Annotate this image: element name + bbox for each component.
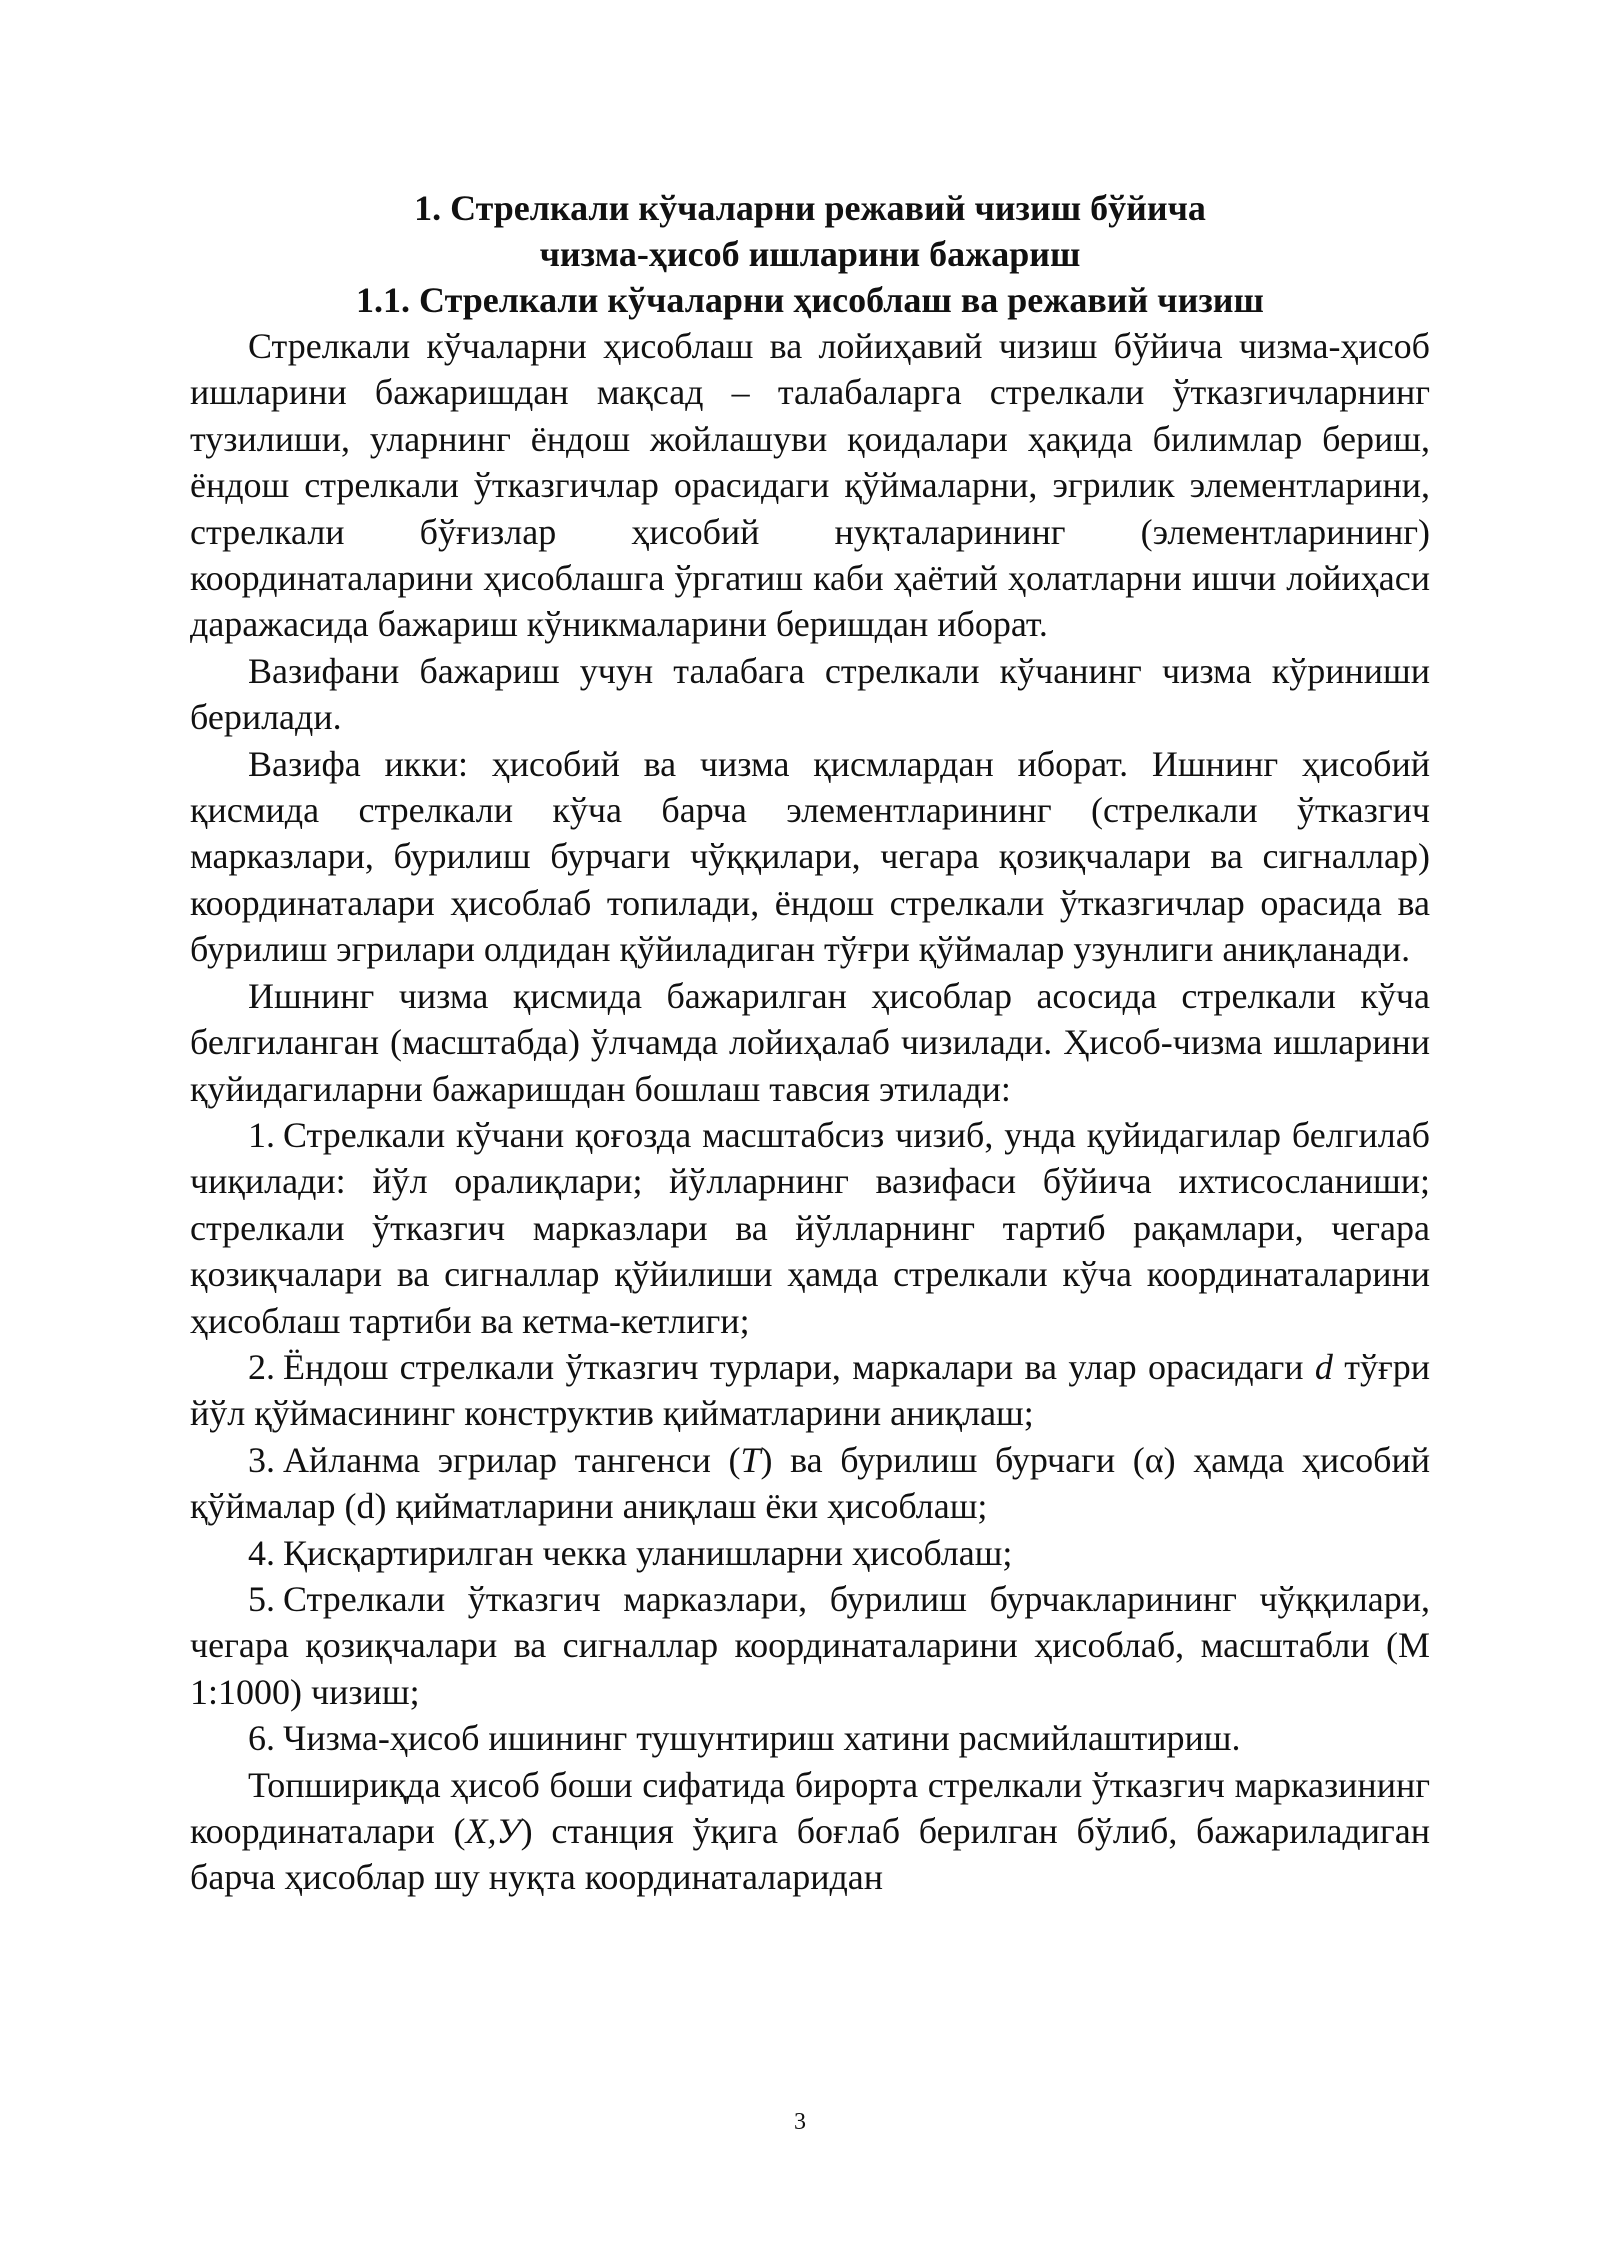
list-item bbox=[190, 1437, 1430, 1530]
paragraph-task-parts: Вазифа икки: ҳисобий ва чизма қисмлардан иборат. Ишнинг ҳисобий қисмида стрелкали кўча барча элементларининг (стрелкали ўтказгич марказлари, бурилиш бурчаги чўққилари, чегара қозиқчалари ва сигналлар) координаталари ҳисоблаб топилади, ёндош стрелкали ўтказгичлар орасида ва бурилиш эгрилари олдидан қўйиладиган тўғри қўймалар узунлиги аниқланади. bbox=[190, 743, 1430, 970]
list-item-number: 4. bbox=[248, 1532, 275, 1573]
list-item-number: 1. bbox=[248, 1114, 275, 1155]
variable-d: d bbox=[1314, 1346, 1333, 1387]
list-item bbox=[190, 1715, 1430, 1761]
paragraph-text: Топшириқда ҳисоб боши сифатида бирорта стрелкали ўтказгич марказининг координаталари ( bbox=[190, 1764, 1430, 1851]
paragraph-coordinates bbox=[190, 1762, 1430, 1901]
list-item-text: Ёндош стрелкали ўтказгич турлари, маркалари ва улар орасидаги bbox=[283, 1346, 1315, 1387]
page-number: 3 bbox=[794, 2109, 806, 2135]
variable-t: T bbox=[740, 1439, 761, 1480]
list-item-text: Чизма-ҳисоб ишининг тушунтириш хатини расмийлаштириш. bbox=[283, 1718, 1241, 1759]
list-item-number: 5. bbox=[248, 1578, 275, 1619]
list-item-text: ) ва бурилиш бурчаги (α) ҳамда ҳисобий қўймалар (d) қийматларини аниқлаш ёки ҳисоблаш; bbox=[190, 1439, 1430, 1527]
list-item-text: Стрелкали кўчани қоғозда масштабсиз чизиб, унда қуйидагилар белгилаб чиқилади: йўл оралиқлари; йўлларнинг вазифаси бўйича ихтисосланиши; стрелкали ўтказгич марказлари ва йўлларнинг тартиб рақамлари, чегара қозиқчалари ва сигналлар қўйилиши ҳамда стрелкали кўча координаталарини ҳисоблаш тартиби ва кетма-кетлиги; bbox=[190, 1114, 1430, 1341]
variable-xy: X,У bbox=[465, 1811, 521, 1851]
paragraph-text: ) станция ўқига боғлаб берилган бўлиб, бажариладиган барча ҳисоблар шу нуқта координаталаридан bbox=[190, 1811, 1431, 1898]
list-item-text: тўғри йўл қўймасининг конструктив қийматларини аниқлаш; bbox=[190, 1346, 1431, 1434]
list-item bbox=[190, 1576, 1430, 1715]
list-item-number: 6. bbox=[248, 1718, 275, 1759]
document-page bbox=[190, 185, 1430, 1901]
paragraph-task: Вазифани бажариш учун талабага стрелкали кўчанинг чизма кўриниши берилади. bbox=[190, 650, 1430, 738]
chapter-title-line-1: 1. Стрелкали кўчаларни режавий чизиш бўйича bbox=[414, 188, 1206, 228]
list-item-text: Стрелкали ўтказгич марказлари, бурилиш бурчакларининг чўққилари, чегара қозиқчалари ва сигналлар координаталарини ҳисоблаб, масштабли (М 1:1000) чизиш; bbox=[190, 1578, 1430, 1712]
paragraph-drawing-part: Ишнинг чизма қисмида бажарилган ҳисоблар асосида стрелкали кўча белгиланган (масштабда) ўлчамда лойиҳалаб чизилади. Ҳисоб-чизма ишларини қуйидагиларни бажаришдан бошлаш тавсия этилади: bbox=[190, 975, 1430, 1109]
list-item-number: 2. bbox=[248, 1346, 275, 1387]
list-item-number: 3. bbox=[248, 1439, 275, 1480]
list-item bbox=[190, 1530, 1430, 1576]
paragraph-purpose: Стрелкали кўчаларни ҳисоблаш ва лойиҳавий чизиш бўйича чизма-ҳисоб ишларини бажаришдан мақсад – талабаларга стрелкали ўтказгичларнинг тузилиши, уларнинг ёндош жойлашуви қоидалари ҳақида билимлар бериш, ёндош стрелкали ўтказгичлар орасидаги қўймаларни, эгрилик элементларини, стрелкали бўғизлар ҳисобий нуқталарининг (элементларининг) координаталарини ҳисоблашга ўргатиш каби ҳаётий ҳолатларни ишчи лойиҳаси даражасида бажариш кўникмаларини беришдан иборат. bbox=[190, 326, 1430, 645]
list-item-text: Қисқартирилган чекка уланишларни ҳисоблаш; bbox=[283, 1532, 1013, 1573]
list-item bbox=[190, 1112, 1430, 1344]
chapter-title-line-2: чизма-ҳисоб ишларини бажариш bbox=[539, 234, 1081, 274]
list-item bbox=[190, 1344, 1430, 1437]
list-item-text: Айланма эгрилар тангенси ( bbox=[283, 1439, 741, 1480]
section-title: 1.1. Стрелкали кўчаларни ҳисоблаш ва режавий чизиш bbox=[356, 280, 1264, 320]
